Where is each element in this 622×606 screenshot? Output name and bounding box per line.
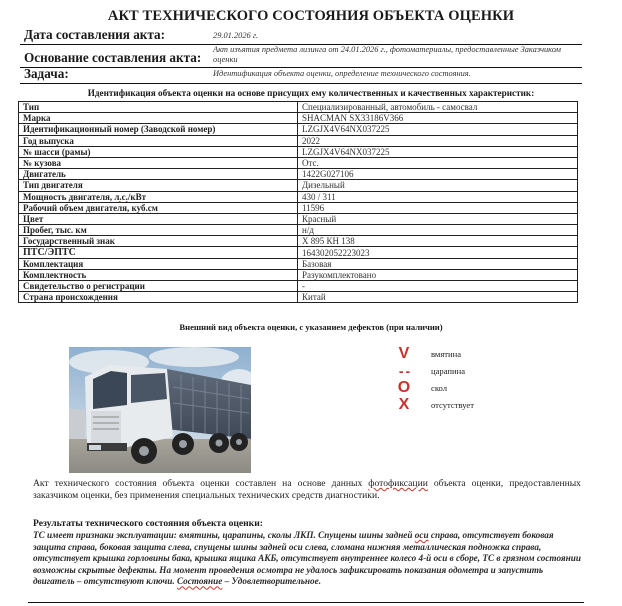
spec-key: Комплектация [19,258,298,269]
spec-value: 430 / 311 [298,191,578,202]
spec-row [19,124,578,135]
legend-item-chip [392,380,512,397]
spec-row [19,269,578,280]
header-row-date [20,28,582,45]
spec-key: Год выпуска [19,135,298,146]
spec-row [19,236,578,247]
note-text: объекта оценки, предоставленных заказчиком оценки, без применения специальных технических средств диагностики. [33,478,581,501]
spec-row [19,225,578,236]
spec-value: 164302052223023 [298,247,578,258]
spec-key: Идентификационный номер (Заводской номер) [19,124,298,135]
spec-key [19,202,298,213]
spec-row [19,247,578,258]
spec-key: Государственный знак [19,236,298,247]
note-spellcheck-word: фотофиксации [368,478,428,489]
spec-row [19,191,578,202]
spec-value: 11596 [298,202,578,213]
spec-key: Тип [19,102,298,113]
spec-key: Тип двигателя [19,180,298,191]
legend-item-scratch [392,363,512,380]
chip-icon: O [397,379,411,396]
date-label: Дата составления акта: [24,27,166,42]
header-row-task [20,68,582,84]
date-value: 29.01.2026 г. [213,31,259,40]
missing-icon: X [398,396,410,413]
spec-row [19,202,578,213]
task-label: Задача: [24,66,69,81]
scratch-icon: - - [398,363,410,379]
spec-value: 1422G027106 [298,169,578,180]
spec-key: Страна происхождения [19,292,298,303]
spec-value: Базовая [298,258,578,269]
spec-value: Отс. [298,157,578,168]
legend-label: отсутствует [431,400,474,410]
spec-row [19,180,578,191]
identification-heading: Идентификация объекта оценки на основе присущих ему количественных и качественных характеристик: [87,88,535,98]
spec-key: Марка [19,113,298,124]
task-value: Идентификация объекта оценки, определение технического состояния. [213,69,471,78]
photo-heading: Внешний вид объекта оценки, с указанием дефектов (при наличии) [179,322,443,332]
spec-value: Китай [298,292,578,303]
document-title: АКТ ТЕХНИЧЕСКОГО СОСТОЯНИЯ ОБЪЕКТА ОЦЕНКИ [107,8,515,24]
spec-row [19,135,578,146]
legend-label: вмятина [431,349,462,359]
defect-legend [392,346,512,414]
basis-value: Акт изъятия предмета лизинга от 24.01.2026 г., фотоматериалы, предоставленные Заказчиком оценки [213,45,561,64]
spec-row [19,169,578,180]
results-spellcheck-word: оси [414,530,429,540]
spec-key-text: Рабочий объем двигателя, [23,202,132,213]
bottom-rule [28,602,584,603]
results-heading: Результаты технического состояния объекта оценки: [33,518,263,529]
spec-value: Х 895 КН 138 [298,236,578,247]
spec-row [19,292,578,303]
spec-key: Цвет [19,213,298,224]
spec-row [19,102,578,113]
spec-key-spellcheck-word: куб.см [131,202,158,213]
spec-row [19,146,578,157]
results-text-part: ТС имеет признаки эксплуатации: вмятины, царапины, сколы ЛКП. Спущены шины задней [33,530,415,540]
spec-key [19,191,298,202]
results-text-part: справа, отсутствует боковая защита справа, боковая защита слева, спущены шины задней оси слева, сломана нижняя металлическая подножка справа, отсутствует крышка горловины бака, крышка ящика АКБ, отсутствует внутреннее колесо 4-й оси в сборе, ТС в грязном состоянии возможны скрытые дефекты. На момент проведения осмотра не удалось зафиксировать показания одометра и запустить двигатель – отсутствуют ключи. [33,530,581,587]
header-row-basis [20,45,582,68]
spec-value: 2022 [298,135,578,146]
spec-key-text: /кВт [127,191,147,202]
spec-value: SHACMAN SX33186V366 [298,113,578,124]
legend-item-missing [392,397,512,414]
results-text [33,530,583,588]
spec-key: Комплектность [19,269,298,280]
note-text: Акт технического состояния объекта оценки составлен на основе данных [33,478,369,489]
spec-row [19,113,578,124]
truck-photo [69,347,251,473]
spec-value: LZGJX4V64NX037225 [298,124,578,135]
spec-value: Разукомплектовано [298,269,578,280]
legend-label: скол [431,383,448,393]
truck-photo-image [69,347,251,473]
spec-value: н/д [298,225,578,236]
spec-row [19,213,578,224]
specification-table [18,101,578,303]
spec-value: LZGJX4V64NX037225 [298,146,578,157]
spec-row [19,281,578,292]
spec-value: Специализированный, автомобиль - самосвал [298,102,578,113]
spec-key-text: Мощность двигателя, [23,191,115,202]
spec-key: ПТС/ЭПТС [19,247,298,258]
legend-label: царапина [431,366,466,376]
spec-key: Двигатель [19,169,298,180]
spec-key: Свидетельство о регистрации [19,281,298,292]
basis-label: Основание составления акта: [24,50,202,65]
dent-icon: V [398,345,410,362]
spec-row [19,258,578,269]
spec-key: № кузова [19,157,298,168]
spec-key-spellcheck-word: л.с. [114,191,128,202]
spec-key: Пробег, тыс. км [19,225,298,236]
method-note [33,478,581,502]
results-text-part: – Удовлетворительное. [222,576,321,587]
spec-row [19,157,578,168]
spec-value: - [298,281,578,292]
spec-key: № шасси (рамы) [19,146,298,157]
spec-value: Дизельный [298,180,578,191]
legend-item-dent [392,346,512,363]
results-spellcheck-word: Состояние [176,576,223,587]
spec-value: Красный [298,213,578,224]
